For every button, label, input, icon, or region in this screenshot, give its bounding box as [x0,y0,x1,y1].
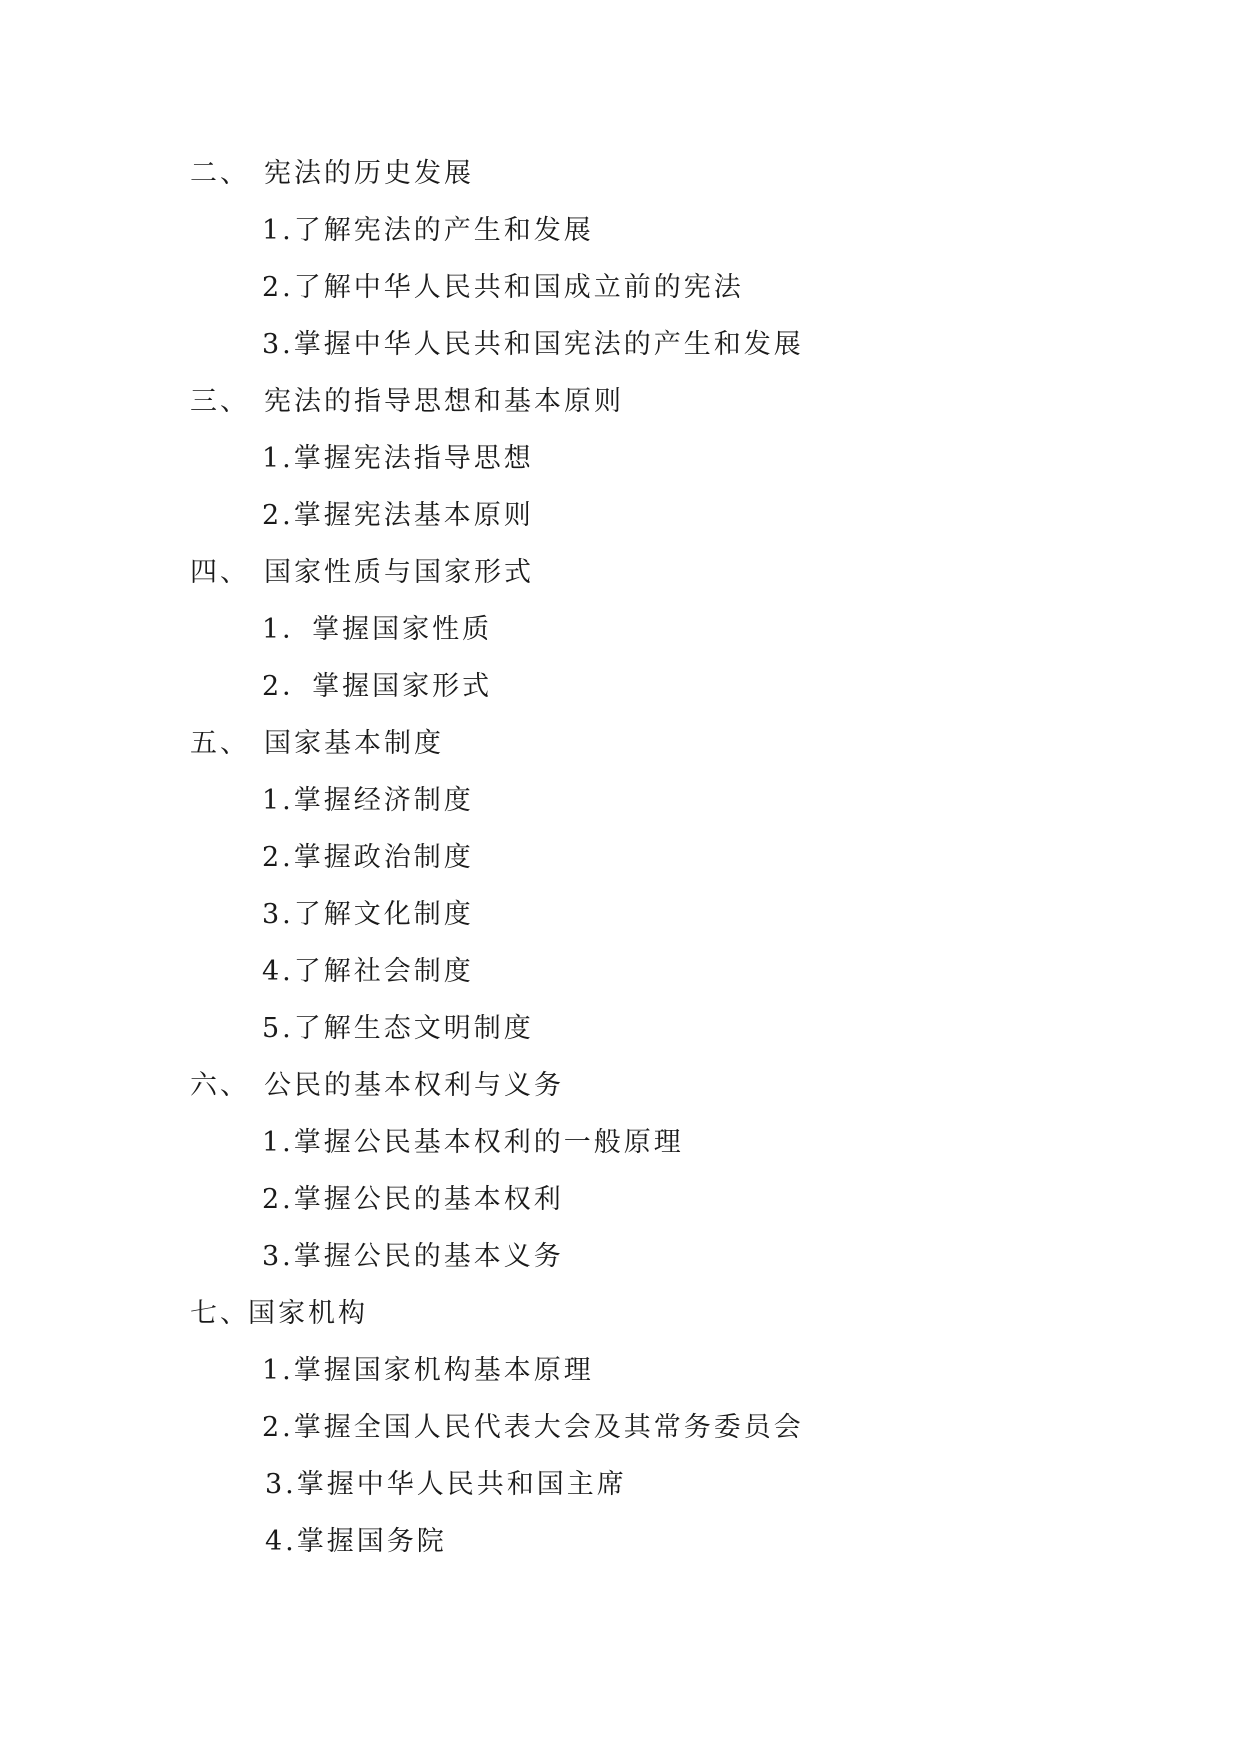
list-item [0,1114,1240,1171]
list-item-text: 5.了解生态文明制度 [262,1013,534,1044]
list-item [0,1456,1240,1513]
list-item [0,1000,1240,1057]
section-number: 四、 [190,557,250,588]
list-item-text: 1.掌握经济制度 [262,785,474,816]
list-item-text: 2.掌握全国人民代表大会及其常务委员会 [262,1412,804,1443]
section-heading [0,145,1240,202]
section-heading [0,715,1240,772]
list-item-text: 1.了解宪法的产生和发展 [262,215,594,246]
list-item [0,772,1240,829]
list-item-text: 2．掌握国家形式 [262,671,493,702]
list-item [0,1513,1240,1570]
section-number: 七、 [190,1298,250,1329]
section-number: 三、 [190,386,250,417]
list-item [0,1228,1240,1285]
list-item-text: 2.掌握公民的基本权利 [262,1184,564,1215]
section-number: 六、 [190,1070,250,1101]
list-item-text: 4.了解社会制度 [262,956,474,987]
list-item-text: 3.掌握中华人民共和国宪法的产生和发展 [262,329,804,360]
list-item [0,601,1240,658]
section-title: 国家性质与国家形式 [264,557,534,588]
list-item-text: 2.掌握宪法基本原则 [262,500,534,531]
list-item-text: 3.了解文化制度 [262,899,474,930]
list-item-text: 1．掌握国家性质 [262,614,493,645]
section-title: 宪法的指导思想和基本原则 [264,386,624,417]
section-title: 国家机构 [248,1298,368,1329]
list-item-text: 1.掌握公民基本权利的一般原理 [262,1127,684,1158]
section-title: 公民的基本权利与义务 [264,1070,564,1101]
list-item [0,487,1240,544]
section-heading [0,373,1240,430]
list-item [0,259,1240,316]
list-item [0,943,1240,1000]
list-item-text: 1.掌握国家机构基本原理 [262,1355,594,1386]
list-item [0,430,1240,487]
section-heading [0,1057,1240,1114]
list-item [0,829,1240,886]
syllabus-outline [0,145,1240,1570]
list-item-text: 3.掌握中华人民共和国主席 [265,1469,627,1500]
section-title: 宪法的历史发展 [264,158,474,189]
list-item [0,316,1240,373]
list-item-text: 4.掌握国务院 [265,1526,447,1557]
section-heading [0,544,1240,601]
list-item [0,658,1240,715]
section-number: 二、 [190,158,250,189]
section-heading [0,1285,1240,1342]
list-item [0,1171,1240,1228]
list-item [0,1342,1240,1399]
list-item [0,1399,1240,1456]
section-number: 五、 [190,728,250,759]
section-title: 国家基本制度 [264,728,444,759]
list-item-text: 1.掌握宪法指导思想 [262,443,534,474]
list-item-text: 3.掌握公民的基本义务 [262,1241,564,1272]
list-item-text: 2.了解中华人民共和国成立前的宪法 [262,272,744,303]
list-item [0,202,1240,259]
list-item-text: 2.掌握政治制度 [262,842,474,873]
list-item [0,886,1240,943]
